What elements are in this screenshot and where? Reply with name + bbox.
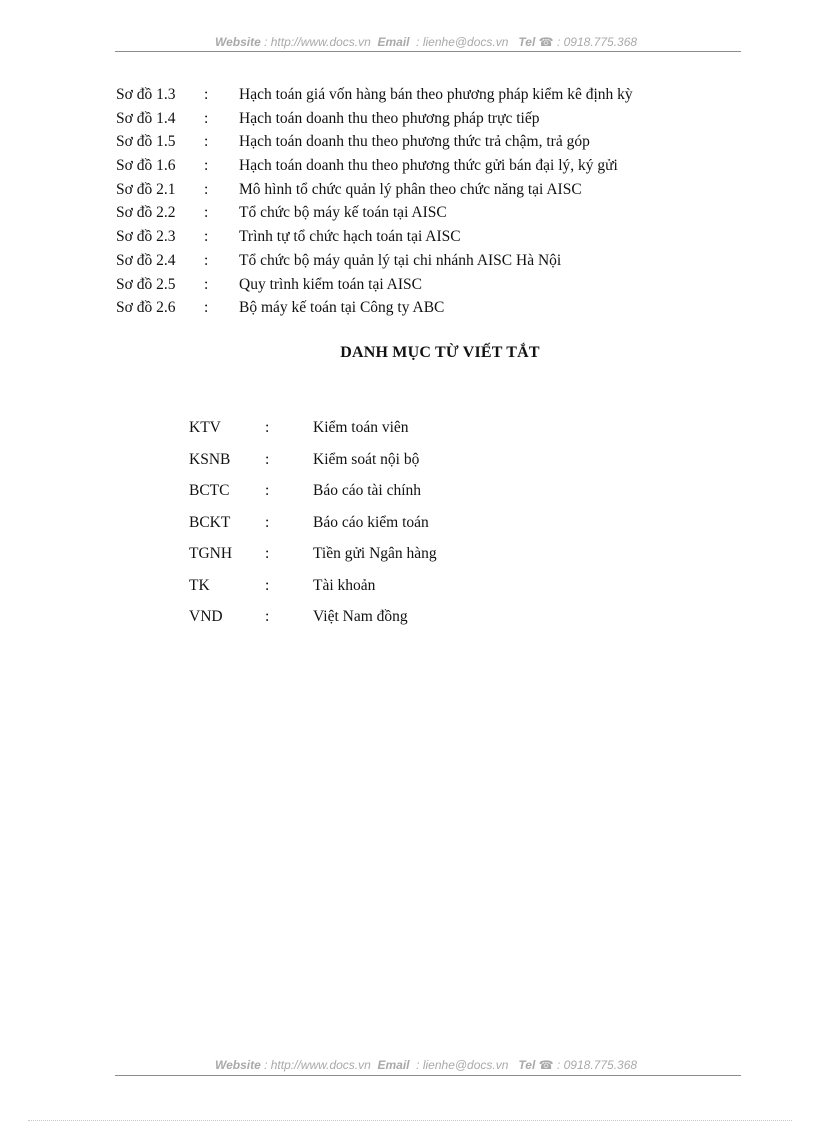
diagram-code: Sơ đồ 1.4 (116, 109, 176, 127)
abbreviations-heading: DANH MỤC TỪ VIẾT TẮT (340, 344, 540, 361)
diagram-separator: : (204, 86, 209, 103)
abbreviation-list (189, 419, 589, 640)
abbreviation-row (189, 545, 589, 577)
abbreviation-meaning: Kiểm soát nội bộ (313, 450, 420, 468)
diagram-separator: : (204, 204, 209, 222)
diagram-description: Hạch toán doanh thu theo phương thức trả chậm, trả góp (239, 133, 590, 151)
abbreviation-separator: : (265, 450, 270, 468)
abbreviation-term: TK (189, 576, 210, 594)
page-header (0, 35, 816, 49)
diagram-separator: : (204, 157, 209, 175)
diagram-description: Quy trình kiểm toán tại AISC (239, 275, 422, 293)
diagram-separator: : (204, 180, 209, 198)
diagram-row (116, 178, 736, 202)
diagram-code: Sơ đồ 2.2 (116, 204, 176, 222)
diagram-description: Hạch toán giá vốn hàng bán theo phương pháp kiểm kê định kỳ (239, 86, 633, 103)
header-website-label: Website (214, 35, 261, 49)
page-edge (28, 1120, 792, 1121)
abbreviation-row (189, 419, 589, 451)
abbreviation-row (189, 608, 589, 640)
abbreviation-term: BCKT (189, 513, 231, 531)
diagram-code: Sơ đồ 2.3 (116, 228, 176, 246)
page-footer (0, 1058, 816, 1072)
diagram-separator: : (204, 299, 209, 317)
diagram-code: Sơ đồ 2.5 (116, 275, 176, 293)
diagram-row (116, 154, 736, 178)
diagram-description: Bộ máy kế toán tại Công ty ABC (239, 299, 445, 317)
diagram-code: Sơ đồ 1.3 (116, 86, 176, 103)
abbreviation-separator: : (265, 608, 270, 625)
phone-icon: ☎ (538, 1058, 554, 1072)
abbreviation-term: KSNB (189, 450, 231, 468)
abbreviation-meaning: Tài khoản (313, 576, 376, 594)
diagram-description: Hạch toán doanh thu theo phương pháp trực tiếp (239, 109, 540, 127)
abbreviation-row (189, 514, 589, 546)
diagram-row (116, 296, 736, 320)
diagram-separator: : (204, 275, 209, 293)
footer-email-value: : lienhe@docs.vn (416, 1058, 509, 1072)
header-tel-value: : 0918.775.368 (556, 35, 638, 49)
abbreviation-meaning: Việt Nam đồng (313, 608, 408, 625)
diagram-row (116, 130, 736, 154)
diagram-code: Sơ đồ 2.1 (116, 180, 176, 198)
header-email-value: : lienhe@docs.vn (416, 35, 509, 49)
diagram-description: Tổ chức bộ máy kế toán tại AISC (239, 204, 447, 222)
abbreviation-meaning: Tiền gửi Ngân hàng (313, 545, 437, 562)
abbreviation-separator: : (265, 576, 270, 594)
diagram-code: Sơ đồ 1.6 (116, 157, 176, 175)
abbreviation-separator: : (265, 482, 270, 499)
diagram-row (116, 225, 736, 249)
header-email-label: Email (377, 35, 410, 49)
diagram-separator: : (204, 228, 209, 246)
diagram-code: Sơ đồ 2.6 (116, 299, 176, 317)
abbreviation-separator: : (265, 513, 270, 531)
diagram-row (116, 273, 736, 297)
header-tel-label: Tel (518, 35, 536, 49)
abbreviation-meaning: Báo cáo kiểm toán (313, 513, 429, 531)
header-website-value: : http://www.docs.vn (264, 35, 371, 49)
diagram-row (116, 107, 736, 131)
diagram-row (116, 83, 736, 107)
abbreviation-meaning: Kiểm toán viên (313, 419, 409, 436)
footer-website-label: Website (214, 1058, 261, 1072)
footer-email-label: Email (377, 1058, 410, 1072)
abbreviation-row (189, 482, 589, 514)
diagram-description: Tổ chức bộ máy quản lý tại chi nhánh AISC Hà Nội (239, 251, 562, 269)
footer-tel-value: : 0918.775.368 (556, 1058, 638, 1072)
header-divider (115, 51, 741, 52)
diagram-list (116, 83, 736, 320)
abbreviation-row (189, 451, 589, 483)
abbreviation-separator: : (265, 419, 270, 436)
diagram-code: Sơ đồ 1.5 (116, 133, 176, 151)
abbreviation-row (189, 577, 589, 609)
diagram-separator: : (204, 133, 209, 151)
diagram-separator: : (204, 109, 209, 127)
diagram-description: Mô hình tổ chức quản lý phân theo chức năng tại AISC (239, 180, 582, 198)
abbreviation-separator: : (265, 545, 270, 562)
diagram-code: Sơ đồ 2.4 (116, 251, 176, 269)
abbreviation-term: TGNH (189, 545, 233, 562)
diagram-row (116, 201, 736, 225)
abbreviation-meaning: Báo cáo tài chính (313, 482, 422, 499)
footer-divider (115, 1075, 741, 1076)
diagram-separator: : (204, 251, 209, 269)
diagram-description: Hạch toán doanh thu theo phương thức gửi bán đại lý, ký gửi (239, 157, 618, 175)
footer-website-value: : http://www.docs.vn (264, 1058, 371, 1072)
diagram-row (116, 249, 736, 273)
phone-icon: ☎ (538, 35, 554, 49)
diagram-description: Trình tự tổ chức hạch toán tại AISC (239, 228, 461, 246)
abbreviation-term: KTV (189, 419, 221, 436)
footer-tel-label: Tel (518, 1058, 536, 1072)
abbreviation-term: BCTC (189, 482, 230, 499)
abbreviation-term: VND (189, 608, 223, 625)
